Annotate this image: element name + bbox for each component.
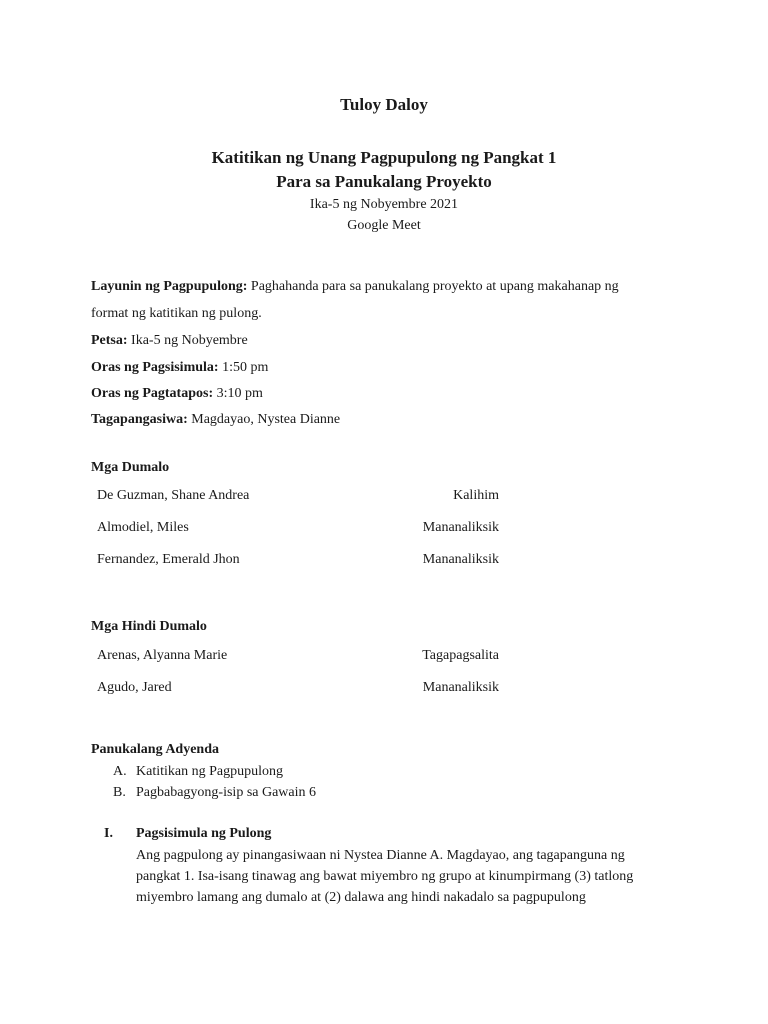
tagapangasiwa-line xyxy=(91,412,340,428)
tapos-value: 3:10 pm xyxy=(216,386,263,401)
section-paragraph xyxy=(136,845,676,908)
document-subtitle-2: Para sa Panukalang Proyekto xyxy=(276,172,492,191)
absentee-name: Arenas, Alyanna Marie xyxy=(97,648,228,663)
petsa-value: Ika-5 ng Nobyembre xyxy=(131,333,248,348)
attendee-role: Mananaliksik xyxy=(422,552,499,567)
layunin-value-continued: format ng katitikan ng pulong. xyxy=(91,306,262,321)
layunin-label: Layunin ng Pagpupulong: xyxy=(91,279,248,294)
table-row xyxy=(97,488,499,508)
absentee-role: Tagapagsalita xyxy=(422,648,499,663)
attendee-name: De Guzman, Shane Andrea xyxy=(97,488,250,503)
agenda-marker: A. xyxy=(113,764,127,779)
tapos-line xyxy=(91,386,263,402)
absentee-name: Agudo, Jared xyxy=(97,680,172,695)
paragraph-line: pangkat 1. Isa-isang tinawag ang bawat miyembro ng grupo at kinumpirmang (3) tatlong xyxy=(136,869,634,884)
absent-heading: Mga Hindi Dumalo xyxy=(91,619,207,634)
paragraph-line: Ang pagpulong ay pinangasiwaan ni Nystea Dianne A. Magdayao, ang tagapanguna ng xyxy=(136,848,625,863)
layunin-value: Paghahanda para sa panukalang proyekto at upang makahanap ng xyxy=(250,279,619,294)
tapos-label: Oras ng Pagtatapos: xyxy=(91,386,214,401)
document-title: Tuloy Daloy xyxy=(340,95,428,114)
meeting-date: Ika-5 ng Nobyembre 2021 xyxy=(309,197,459,212)
simula-label: Oras ng Pagsisimula: xyxy=(91,360,219,375)
table-row xyxy=(97,648,499,668)
table-row xyxy=(97,520,499,540)
simula-value: 1:50 pm xyxy=(222,360,269,375)
petsa-line xyxy=(91,333,248,349)
section-heading: Pagsisimula ng Pulong xyxy=(136,826,272,841)
simula-line xyxy=(91,360,268,376)
agenda-heading: Panukalang Adyenda xyxy=(91,742,219,757)
tagapangasiwa-value: Magdayao, Nystea Dianne xyxy=(191,412,341,427)
tagapangasiwa-label: Tagapangasiwa: xyxy=(91,412,188,427)
meeting-venue: Google Meet xyxy=(347,218,421,233)
agenda-item: Pagbabagyong-isip sa Gawain 6 xyxy=(136,785,317,800)
attendee-role: Mananaliksik xyxy=(422,520,499,535)
section-marker: I. xyxy=(104,826,113,841)
absentee-role: Mananaliksik xyxy=(422,680,499,695)
attendee-role: Kalihim xyxy=(453,488,499,503)
agenda-marker: B. xyxy=(113,785,126,800)
petsa-label: Petsa: xyxy=(91,333,128,348)
paragraph-line: miyembro lamang ang dumalo at (2) dalawa ang hindi nakadalo sa pagpupulong xyxy=(136,890,586,905)
present-heading: Mga Dumalo xyxy=(91,460,170,475)
table-row xyxy=(97,680,499,700)
document-subtitle: Katitikan ng Unang Pagpupulong ng Pangkat 1 xyxy=(211,148,557,167)
attendee-name: Fernandez, Emerald Jhon xyxy=(97,552,240,567)
agenda-item: Katitikan ng Pagpupulong xyxy=(136,764,283,779)
table-row xyxy=(97,552,499,572)
layunin-line xyxy=(91,279,619,295)
attendee-name: Almodiel, Miles xyxy=(97,520,189,535)
